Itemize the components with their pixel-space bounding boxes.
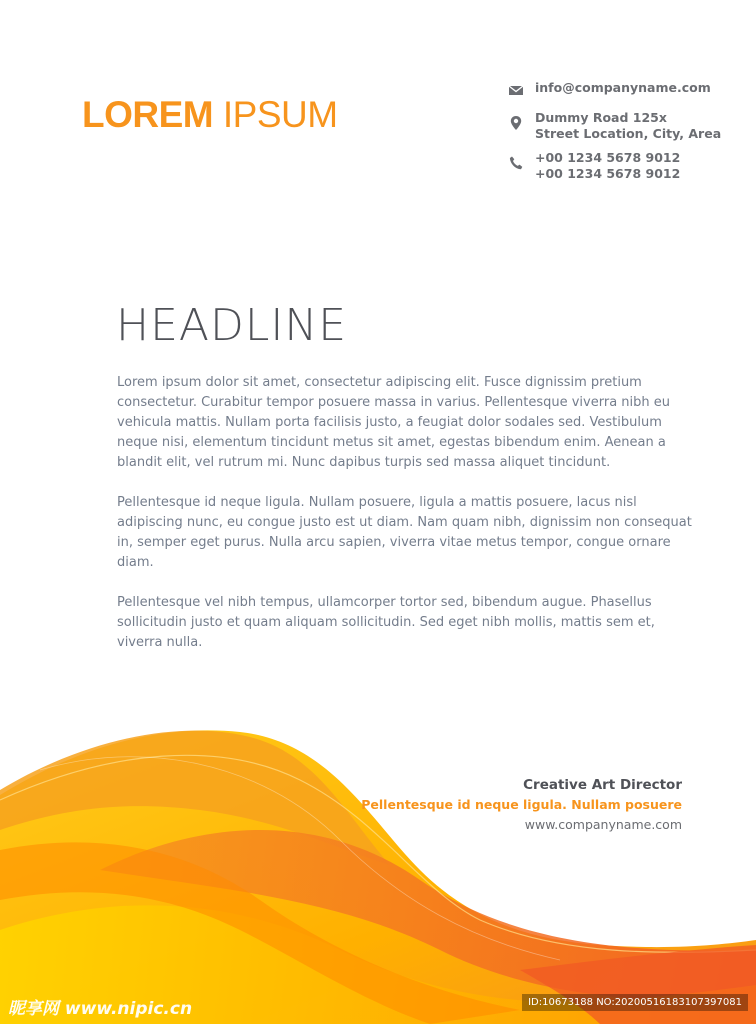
signature-website: www.companyname.com	[524, 817, 682, 832]
body-text	[117, 373, 697, 673]
signature-role: Creative Art Director	[523, 777, 682, 793]
contact-phone-1: +00 1234 5678 9012	[535, 150, 681, 165]
decorative-wave	[0, 700, 756, 1024]
contact-email-row	[506, 80, 746, 96]
contact-address-row	[506, 110, 746, 142]
watermark-id: ID:10673188 NO:20200516183107397081	[522, 994, 748, 1011]
contact-email: info@companyname.com	[535, 80, 711, 95]
phone-icon	[508, 155, 524, 171]
contact-phone-2: +00 1234 5678 9012	[535, 166, 681, 181]
company-logo	[82, 94, 338, 136]
page-headline: HEADLINE	[116, 300, 348, 351]
mail-icon	[508, 82, 524, 98]
watermark-site: 昵享网 www.nipic.cn	[8, 999, 193, 1019]
location-pin-icon	[508, 115, 524, 131]
contact-phone-row	[506, 150, 746, 182]
contact-block	[506, 80, 746, 190]
body-paragraph-1: Lorem ipsum dolor sit amet, consectetur adipiscing elit. Fusce dignissim pretium consectetur. Curabitur tempor posuere massa in varius. Pellentesque viverra nibh eu vehicula mattis. Nullam porta facilisis justo, a feugiat dolor sodales sed. Vestibulum neque nisi, elementum tincidunt metus sit amet, egestas bibendum enim. Aenean a blandit elit, vel rutrum mi. Nunc dapibus turpis sed massa aliquet tincidunt.	[117, 375, 671, 470]
body-paragraph-3: Pellentesque vel nibh tempus, ullamcorper tortor sed, bibendum augue. Phasellus sollicitudin justo et quam aliquam sollicitudin. Sed eget nibh mollis, mattis sem et, viverra nulla.	[117, 595, 655, 650]
contact-address-line1: Dummy Road 125x	[535, 110, 667, 125]
body-paragraph-2: Pellentesque id neque ligula. Nullam posuere, ligula a mattis posuere, lacus nisl adipiscing nunc, eu congue justo est ut diam. Nam quam nibh, dignissim non consequat in, semper eget purus. Nulla arcu sapien, viverra vitae metus tempor, congue ornare diam.	[117, 495, 692, 570]
signature-block	[361, 775, 682, 835]
logo-light-word: IPSUM	[222, 94, 338, 135]
logo-bold-word: LOREM	[82, 94, 214, 135]
contact-address-line2: Street Location, City, Area	[535, 126, 722, 141]
signature-tagline: Pellentesque id neque ligula. Nullam posuere	[361, 797, 682, 812]
